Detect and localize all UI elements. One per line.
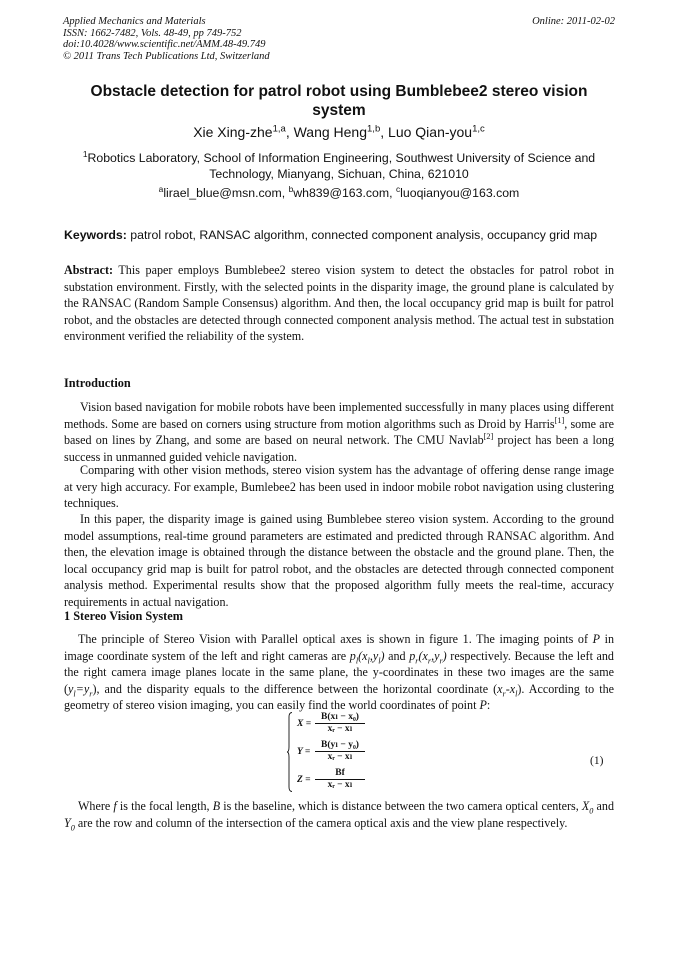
affiliation bbox=[63, 150, 615, 182]
paragraph-text: project has been a long success in unmanned guided vehicle navigation. bbox=[64, 433, 615, 464]
math-subscript: r bbox=[427, 655, 432, 665]
math-symbol: Y bbox=[64, 815, 71, 830]
intro-paragraph-1 bbox=[64, 399, 614, 465]
math-subscript: l bbox=[515, 688, 518, 698]
math-symbol: = bbox=[75, 681, 84, 696]
fraction-numerator: B(yₗ − y₀) bbox=[315, 740, 365, 752]
paragraph-text: , some are based on lines by Zhang, and some are based on neural network. The CMU Navlab bbox=[64, 416, 614, 447]
math-symbol: ) bbox=[442, 648, 447, 663]
math-symbol: p bbox=[409, 648, 416, 663]
math-symbol: (x bbox=[418, 648, 428, 663]
section-heading-introduction: Introduction bbox=[64, 376, 131, 390]
journal-header bbox=[63, 16, 615, 62]
paragraph-text: are the row and column of the intersection of the camera optical axis and the view plane respectively. bbox=[74, 815, 568, 830]
abstract bbox=[64, 262, 614, 345]
math-symbol: ,y bbox=[431, 648, 440, 663]
math-var: P bbox=[592, 632, 600, 646]
math-subscript: r bbox=[439, 655, 443, 665]
math-var: f bbox=[113, 799, 117, 813]
paragraph-text: is the baseline, which is distance between the two camera optical centers, bbox=[220, 799, 582, 813]
equation-lhs: Z = bbox=[297, 775, 311, 785]
fraction-numerator: B(xₗ − x₀) bbox=[315, 712, 365, 724]
email-address[interactable]: luoqianyou@163.com bbox=[400, 186, 520, 200]
author-superscript: 1,a bbox=[272, 123, 286, 135]
email-address[interactable]: wh839@163.com, bbox=[293, 186, 393, 200]
math-var bbox=[68, 682, 92, 696]
math-var bbox=[64, 816, 75, 830]
affiliation-text: Robotics Laboratory, School of Information Engineering, Southwest University of Science and Technology, Mianyang, Sichuan, China, 621010 bbox=[87, 151, 596, 181]
email-superscript: c bbox=[395, 183, 401, 194]
author-list: Xie Xing-zhe$^{1,a}$, Wang Heng$^{1,b}$, Luo Qian-you$^{1,c}$ bbox=[193, 123, 485, 140]
math-symbol: x bbox=[509, 681, 516, 696]
math-symbol: (x bbox=[358, 648, 368, 663]
math-var: P bbox=[479, 698, 487, 712]
paragraph-text: The principle of Stereo Vision with Parallel optical axes is shown in figure 1. The imaging points of bbox=[78, 632, 593, 646]
email-address[interactable]: lirael_blue@msn.com, bbox=[163, 186, 286, 200]
math-subscript: l bbox=[355, 655, 359, 665]
paragraph-text: Where bbox=[78, 799, 114, 813]
math-var bbox=[581, 799, 594, 816]
math-symbol: x bbox=[497, 681, 503, 696]
citation-ref[interactable]: [2] bbox=[483, 431, 494, 441]
email-superscript: a bbox=[158, 183, 164, 194]
affiliation-superscript: 1 bbox=[82, 148, 88, 159]
equation-lhs: X = bbox=[297, 719, 312, 729]
math-symbol: p bbox=[349, 648, 356, 663]
paragraph-text: is the focal length, bbox=[116, 799, 213, 813]
fraction-denominator: xᵣ − xₗ bbox=[327, 724, 353, 734]
math-subscript: r bbox=[415, 655, 419, 665]
abstract-label: Abstract: bbox=[64, 263, 114, 277]
math-subscript: l bbox=[367, 655, 370, 665]
math-var: B bbox=[212, 799, 221, 813]
citation-ref[interactable]: [1] bbox=[554, 415, 565, 425]
issn-line: ISSN: 1662-7482, Vols. 48-49, pp 749-752 bbox=[63, 27, 242, 39]
paragraph-text: and bbox=[593, 799, 615, 813]
online-date: Online: 2011-02-02 bbox=[532, 16, 615, 27]
journal-name: Applied Mechanics and Materials bbox=[63, 16, 206, 27]
intro-paragraph-2: Comparing with other vision methods, stereo vision system has the advantage of offering dense range image at very high accuracy. For example, Bumlebee2 has been used in indoor mobile robot navigation using clustering techniques. bbox=[64, 463, 614, 510]
math-subscript: 0 bbox=[589, 806, 594, 816]
equation-number: (1) bbox=[590, 755, 604, 767]
math-symbol: ) bbox=[380, 648, 385, 663]
equation-row-x bbox=[297, 712, 369, 736]
math-symbol: - bbox=[505, 681, 510, 696]
section1-paragraph-2 bbox=[64, 798, 614, 831]
paragraph-text: and bbox=[384, 648, 410, 663]
email-superscript: b bbox=[288, 183, 294, 194]
equation-lhs: Y = bbox=[297, 747, 311, 757]
paper-title: Obstacle detection for patrol robot using Bumblebee2 stereo vision system bbox=[90, 83, 588, 119]
equation-row-z bbox=[297, 768, 369, 792]
equation-1 bbox=[287, 712, 367, 794]
keywords-label: Keywords: bbox=[64, 228, 127, 242]
math-subscript: 0 bbox=[70, 822, 75, 832]
math-symbol: y bbox=[83, 681, 90, 696]
author-name: Xie Xing-zhe bbox=[193, 124, 273, 140]
copyright-line: © 2011 Trans Tech Publications Ltd, Switzerland bbox=[63, 50, 270, 62]
math-var bbox=[409, 649, 447, 663]
math-var bbox=[497, 682, 517, 696]
section-heading-stereo-vision: 1 Stereo Vision System bbox=[64, 609, 183, 623]
fraction bbox=[315, 712, 365, 735]
fraction bbox=[315, 768, 365, 791]
equation-row-y bbox=[297, 740, 369, 764]
left-brace-icon bbox=[287, 712, 293, 792]
section1-paragraph-1 bbox=[64, 631, 614, 714]
fraction-numerator: Bf bbox=[315, 768, 365, 780]
paragraph-text: ), and the disparity equals to the difference between the horizontal coordinate ( bbox=[92, 681, 498, 696]
math-symbol: y bbox=[68, 681, 74, 696]
paragraph-text: Vision based navigation for mobile robots have been implemented successfully in many places using different methods. Some are based on corners using structure from motion algorithms such as Droid by Harris bbox=[64, 400, 614, 431]
abstract-text: This paper employs Bumblebee2 stereo vision system to detect the obstacles for patrol robot in substation environment. Firstly, with the selected points in the disparity image, the ground plane is calculated by the RANSAC (Random Sample Consensus) algorithm. And then, the local occupancy grid map is built for patrol robot, and the obstacles are detected through connected component analysis method. The actual test in substation environment verified the reliability of the system. bbox=[64, 263, 614, 343]
doi-line: doi:10.4028/www.scientific.net/AMM.48-49.749 bbox=[63, 39, 266, 50]
paragraph-text: respectively. Because the left and the right camera image planes locate in the same plane, the y-coordinates in these two images are the same ( bbox=[64, 648, 614, 696]
author-superscript: 1,c bbox=[472, 123, 485, 135]
author-name: Luo Qian-you bbox=[388, 124, 473, 140]
paragraph-text: : bbox=[486, 698, 491, 712]
fraction-denominator: xᵣ − xₗ bbox=[327, 752, 353, 762]
math-subscript: r bbox=[89, 688, 93, 698]
math-subscript: l bbox=[73, 688, 76, 698]
author-name: Wang Heng bbox=[293, 124, 368, 140]
author-superscript: 1,b bbox=[367, 123, 381, 135]
paragraph-text: in image coordinate system of the left and right cameras are bbox=[64, 632, 614, 663]
email-list bbox=[63, 183, 615, 200]
math-var bbox=[350, 649, 385, 663]
fraction-denominator: xᵣ − xₗ bbox=[327, 780, 353, 790]
fraction bbox=[315, 740, 365, 763]
keywords-text: patrol robot, RANSAC algorithm, connected component analysis, occupancy grid map bbox=[130, 228, 598, 242]
math-symbol: ,y bbox=[369, 648, 379, 663]
math-symbol: X bbox=[581, 799, 590, 813]
intro-paragraph-3: In this paper, the disparity image is gained using Bumblebee stereo vision system. According to the ground model assumptions, real-time ground parameters are estimated and predicted through RANSAC algorithm. And then, the elevation image is obtained through the distance between the obstacle and the ground plane. Then, the local occupancy grid map is built for patrol robot, and the obstacles are detected through connected component analysis method. Experimental results show that the proposed algorithm fully meets the real-time, accuracy requirements in actual navigation. bbox=[64, 512, 614, 609]
math-subscript: l bbox=[378, 655, 381, 665]
keywords bbox=[64, 228, 616, 242]
math-subscript: r bbox=[502, 688, 506, 698]
paragraph-text: ). According to the geometry of stereo vision imaging, you can easily find the world coordinates of point bbox=[64, 681, 615, 712]
